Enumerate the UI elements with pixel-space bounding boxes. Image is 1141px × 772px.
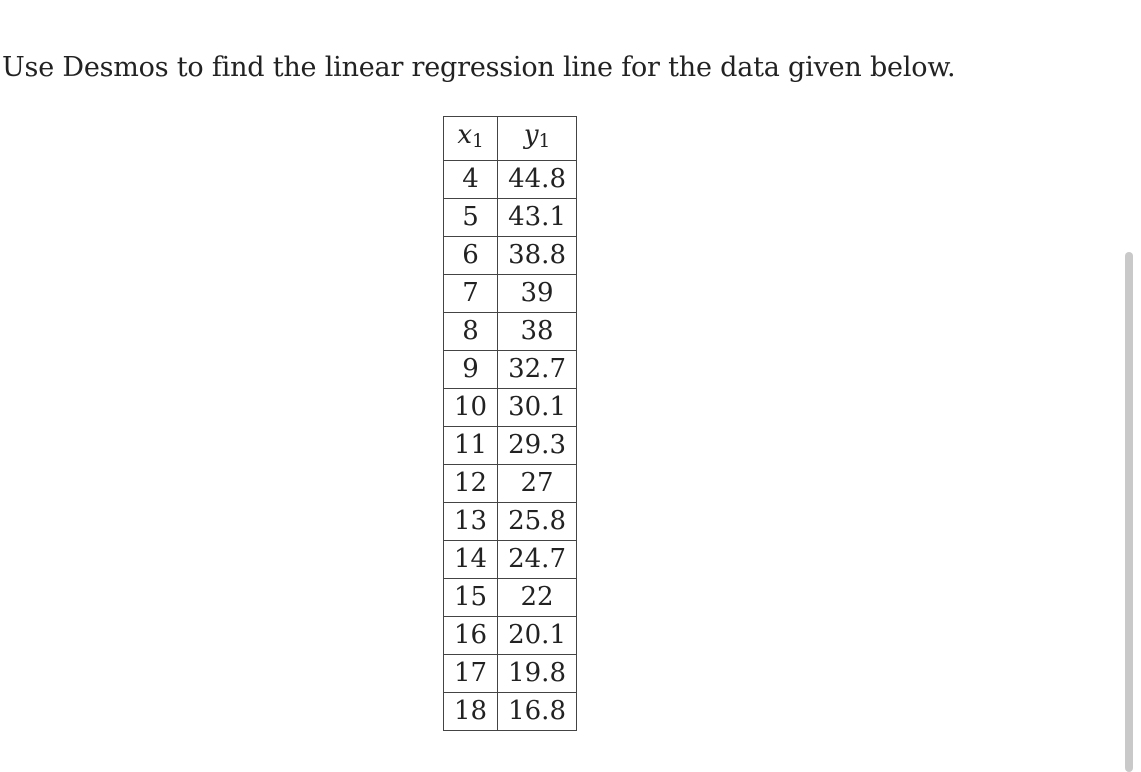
column-header-x — [444, 117, 498, 161]
y-value-cell: 20.1 — [498, 617, 577, 655]
column-header-x-sub: 1 — [472, 131, 484, 152]
table-row — [444, 655, 577, 693]
y-value-cell: 24.7 — [498, 541, 577, 579]
y-value-cell: 43.1 — [498, 199, 577, 237]
x-value-cell: 8 — [444, 313, 498, 351]
x-value-cell: 17 — [444, 655, 498, 693]
x-value-cell: 9 — [444, 351, 498, 389]
x-value-cell: 11 — [444, 427, 498, 465]
question-text: Use Desmos to find the linear regression line for the data given below. — [2, 52, 956, 83]
y-value-cell: 39 — [498, 275, 577, 313]
x-value-cell: 16 — [444, 617, 498, 655]
column-header-y-var: y — [523, 120, 539, 150]
x-value-cell: 18 — [444, 693, 498, 731]
x-value-cell: 4 — [444, 161, 498, 199]
x-value-cell: 10 — [444, 389, 498, 427]
y-value-cell: 19.8 — [498, 655, 577, 693]
table-row — [444, 541, 577, 579]
table-row — [444, 503, 577, 541]
y-value-cell: 22 — [498, 579, 577, 617]
y-value-cell: 32.7 — [498, 351, 577, 389]
y-value-cell: 38.8 — [498, 237, 577, 275]
data-table — [443, 116, 577, 731]
y-value-cell: 25.8 — [498, 503, 577, 541]
table-row — [444, 427, 577, 465]
x-value-cell: 12 — [444, 465, 498, 503]
table-row — [444, 579, 577, 617]
column-header-y — [498, 117, 577, 161]
table-row — [444, 237, 577, 275]
y-value-cell: 30.1 — [498, 389, 577, 427]
table-row — [444, 313, 577, 351]
table-header-row — [444, 117, 577, 161]
y-value-cell: 27 — [498, 465, 577, 503]
x-value-cell: 5 — [444, 199, 498, 237]
x-value-cell: 14 — [444, 541, 498, 579]
y-value-cell: 38 — [498, 313, 577, 351]
table-row — [444, 161, 577, 199]
table-row — [444, 199, 577, 237]
table-row — [444, 465, 577, 503]
x-value-cell: 6 — [444, 237, 498, 275]
x-value-cell: 15 — [444, 579, 498, 617]
table-row — [444, 617, 577, 655]
column-header-x-var: x — [457, 120, 473, 150]
y-value-cell: 44.8 — [498, 161, 577, 199]
table-row — [444, 389, 577, 427]
y-value-cell: 29.3 — [498, 427, 577, 465]
column-header-y-sub: 1 — [538, 131, 551, 152]
table-row — [444, 275, 577, 313]
vertical-scrollbar[interactable] — [1125, 252, 1133, 772]
y-value-cell: 16.8 — [498, 693, 577, 731]
x-value-cell: 7 — [444, 275, 498, 313]
x-value-cell: 13 — [444, 503, 498, 541]
table-row — [444, 351, 577, 389]
table-row — [444, 693, 577, 731]
